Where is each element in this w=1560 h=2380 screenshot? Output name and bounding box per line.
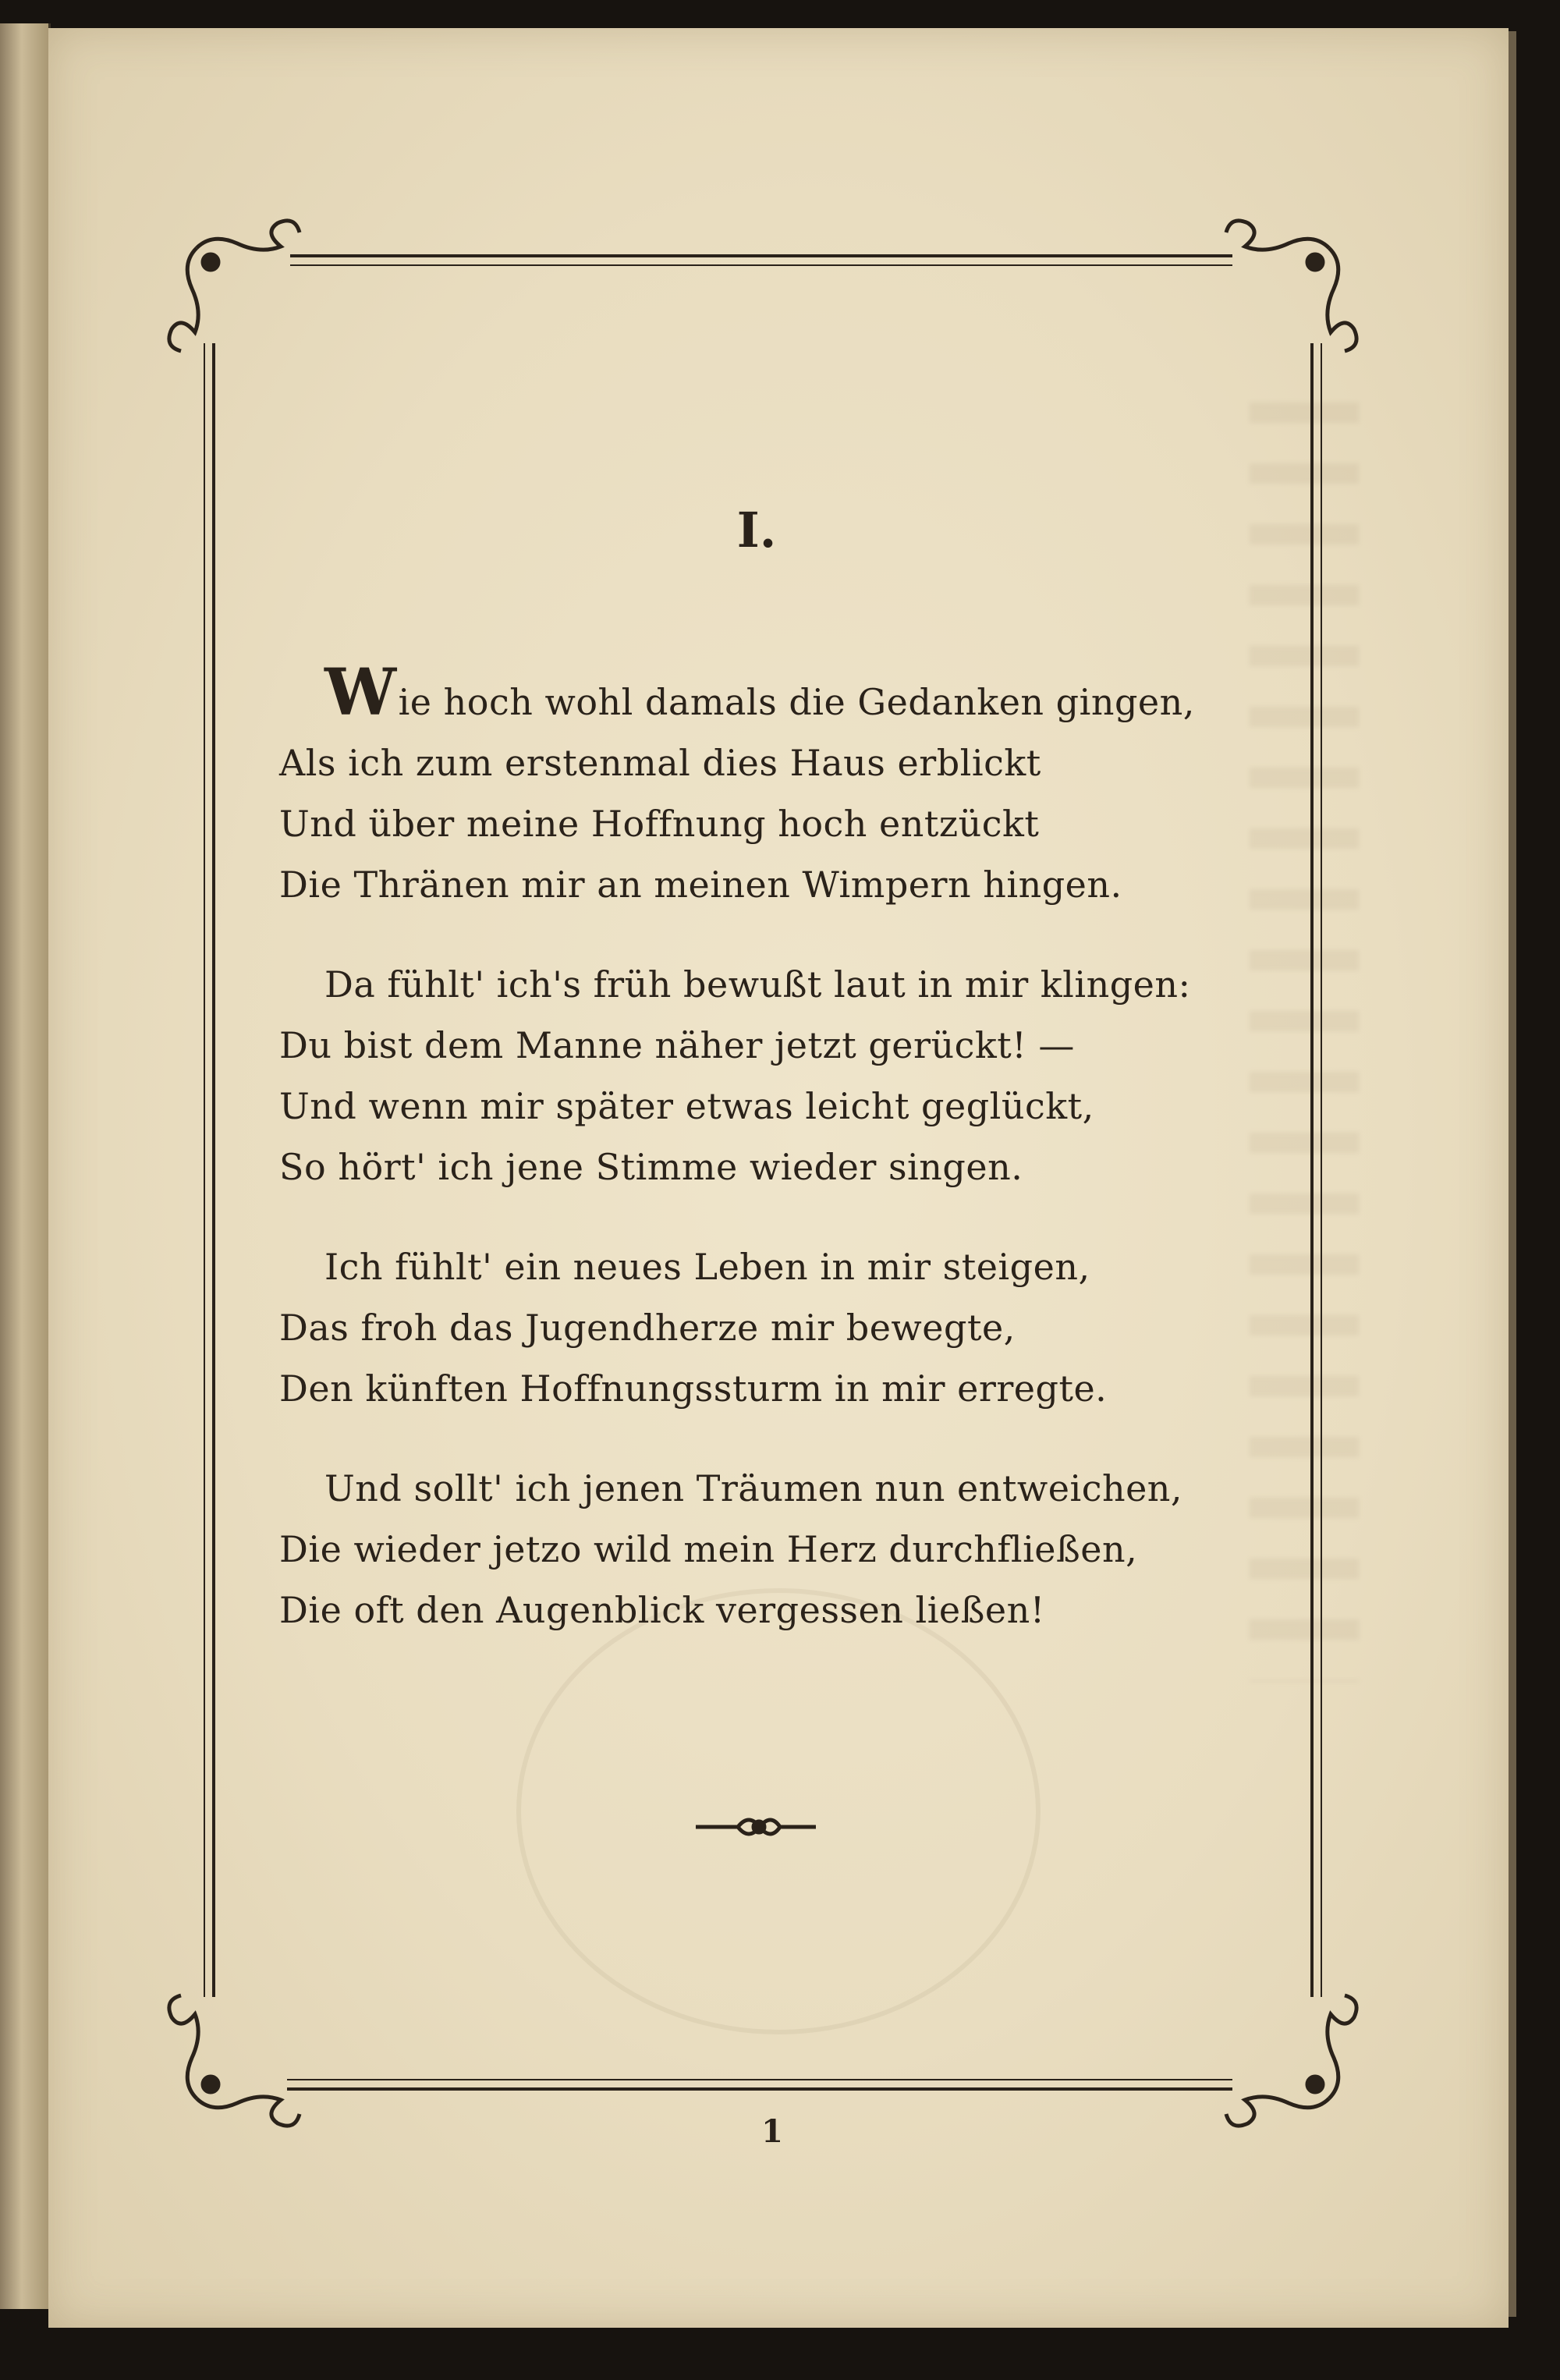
verse-line: Ich fühlt' ein neues Leben in mir steigen,	[324, 1246, 1090, 1288]
corner-ornament-top-right	[1226, 221, 1356, 351]
verse-line: Wie hoch wohl damals die Gedanken gingen,	[324, 655, 1195, 730]
stanza	[279, 655, 1293, 915]
verse-line: So hört' ich jene Stimme wieder singen.	[279, 1146, 1023, 1188]
corner-ornament-top-left	[169, 221, 300, 351]
verse-line: Den künften Hoffnungssturm in mir erregte.	[279, 1367, 1108, 1410]
corner-ornament-bottom-right	[1226, 1995, 1356, 2126]
verse-line: Als ich zum erstenmal dies Haus erblickt	[279, 742, 1041, 784]
fleuron-ornament	[696, 1820, 816, 1834]
stanza	[279, 954, 1293, 1197]
verse-line: Das froh das Jugendherze mir bewegte,	[279, 1307, 1016, 1349]
stanza	[279, 1458, 1293, 1640]
stanza	[279, 1236, 1293, 1419]
verse-line: Und wenn mir später etwas leicht geglückt,	[279, 1085, 1094, 1127]
page-number: 1	[761, 2113, 783, 2150]
verse-line: Die wieder jetzo wild mein Herz durchfließen,	[279, 1528, 1138, 1570]
verse-line: Die Thränen mir an meinen Wimpern hingen.	[279, 864, 1122, 906]
verse-line: Und über meine Hoffnung hoch entzückt	[279, 803, 1040, 845]
verse-line: Und sollt' ich jenen Träumen nun entweichen,	[324, 1467, 1183, 1509]
verse-line: Die oft den Augenblick vergessen ließen!	[279, 1589, 1045, 1631]
poem	[279, 655, 1293, 1679]
verse-line: Da fühlt' ich's früh bewußt laut in mir klingen:	[324, 963, 1191, 1006]
section-number: I.	[736, 502, 777, 559]
verse-line: Du bist dem Manne näher jetzt gerückt! —	[279, 1024, 1075, 1066]
corner-ornament-bottom-left	[169, 1995, 300, 2126]
drop-cap: W	[324, 655, 397, 730]
